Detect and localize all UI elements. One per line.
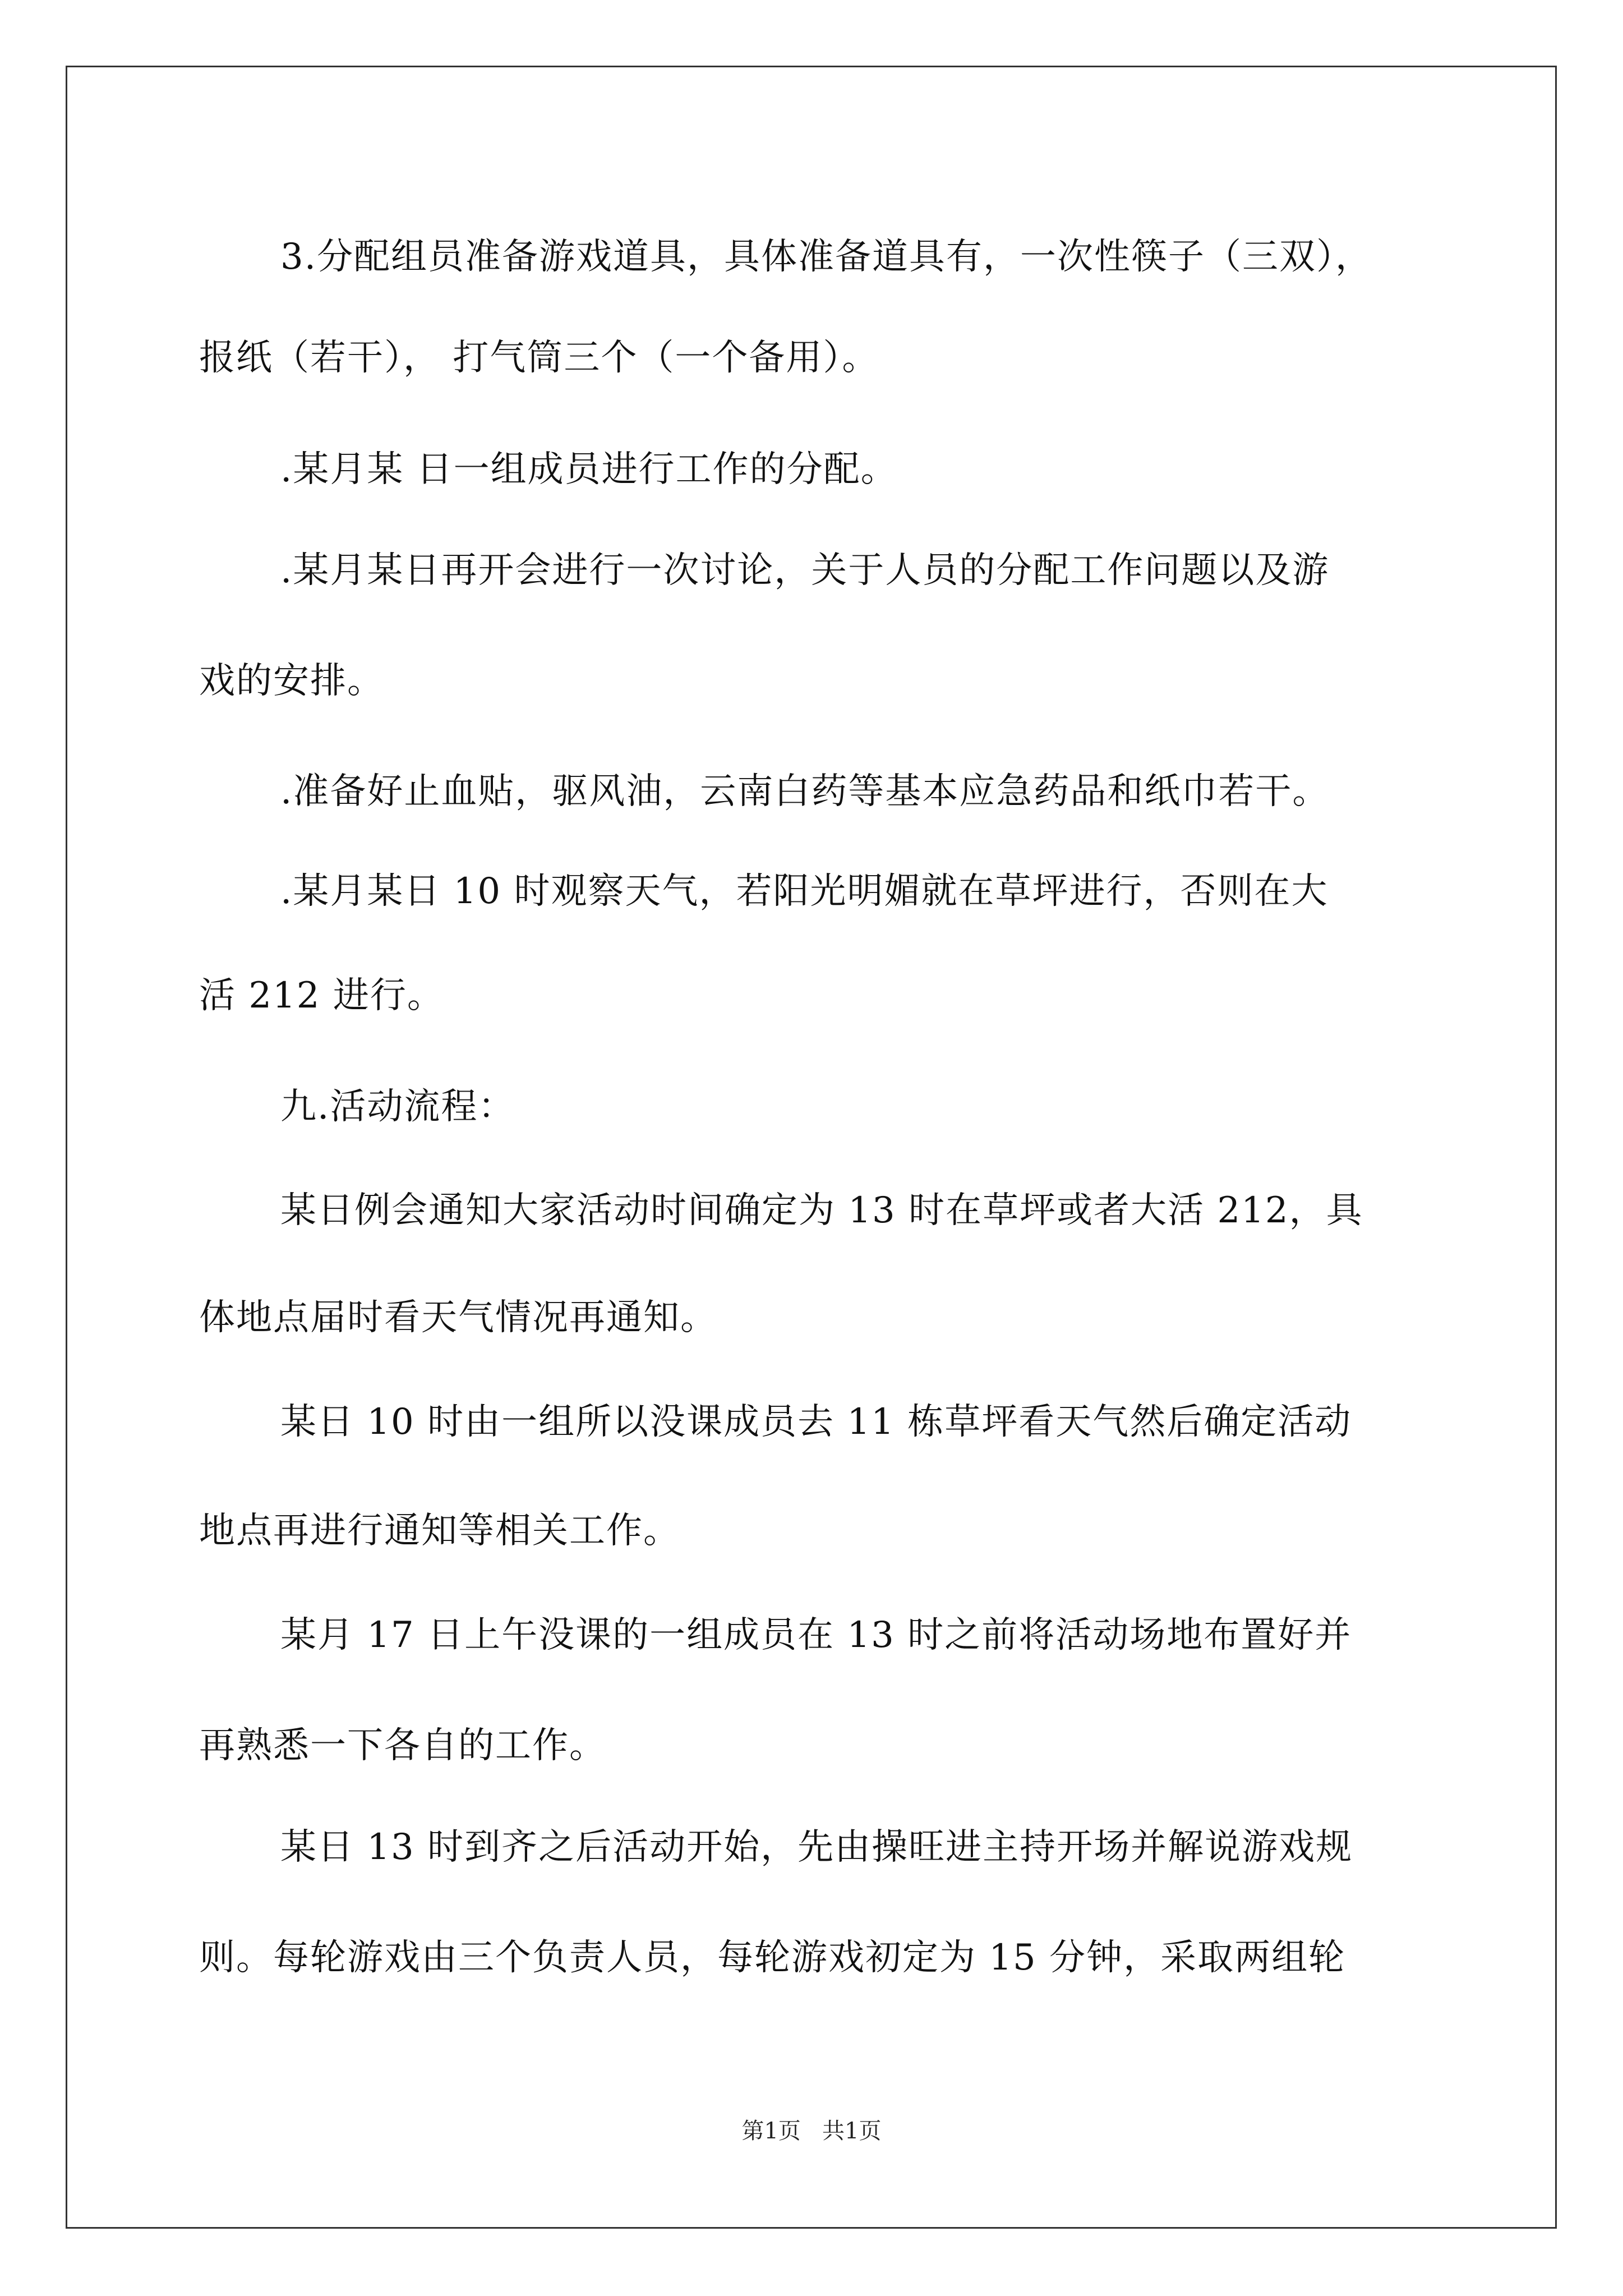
paragraph-line: .准备好止血贴，驱风油，云南白药等基本应急药品和纸巾若干。 [280, 771, 1330, 812]
paragraph-line: .某月某日再开会进行一次讨论，关于人员的分配工作问题以及游 [280, 550, 1330, 591]
paragraph-line: 某月 17 日上午没课的一组成员在 13 时之前将活动场地布置好并 [280, 1614, 1352, 1656]
paragraph-line: 3.分配组员准备游戏道具，具体准备道具有，一次性筷子（三双）， [280, 236, 1373, 278]
paragraph-line: 则。每轮游戏由三个负责人员，每轮游戏初定为 15 分钟，采取两组轮 [199, 1937, 1346, 1978]
paragraph-line: 某日 13 时到齐之后活动开始，先由操旺进主持开场并解说游戏规 [280, 1826, 1353, 1868]
paragraph-line: .某月某日 10 时观察天气，若阳光明媚就在草坪进行，否则在大 [280, 871, 1329, 912]
paragraph-line: 某日例会通知大家活动时间确定为 13 时在草坪或者大活 212，具 [280, 1190, 1363, 1231]
paragraph-line: .某月某 日一组成员进行工作的分配。 [280, 449, 898, 490]
paragraph-line: 某日 10 时由一组所以没课成员去 11 栋草坪看天气然后确定活动 [280, 1401, 1352, 1443]
paragraph-line: 再熟悉一下各自的工作。 [199, 1725, 606, 1766]
paragraph-line: 戏的安排。 [199, 660, 384, 702]
page-number-footer: 第1页 共1页 [741, 2118, 882, 2144]
paragraph-line: 活 212 进行。 [199, 975, 444, 1016]
paragraph-line: 报纸（若干）， 打气筒三个（一个备用）。 [199, 337, 879, 379]
section-heading: 九.活动流程： [280, 1086, 515, 1128]
page-border [66, 66, 1557, 2229]
paragraph-line: 地点再进行通知等相关工作。 [199, 1510, 680, 1552]
paragraph-line: 体地点届时看天气情况再通知。 [199, 1297, 717, 1338]
